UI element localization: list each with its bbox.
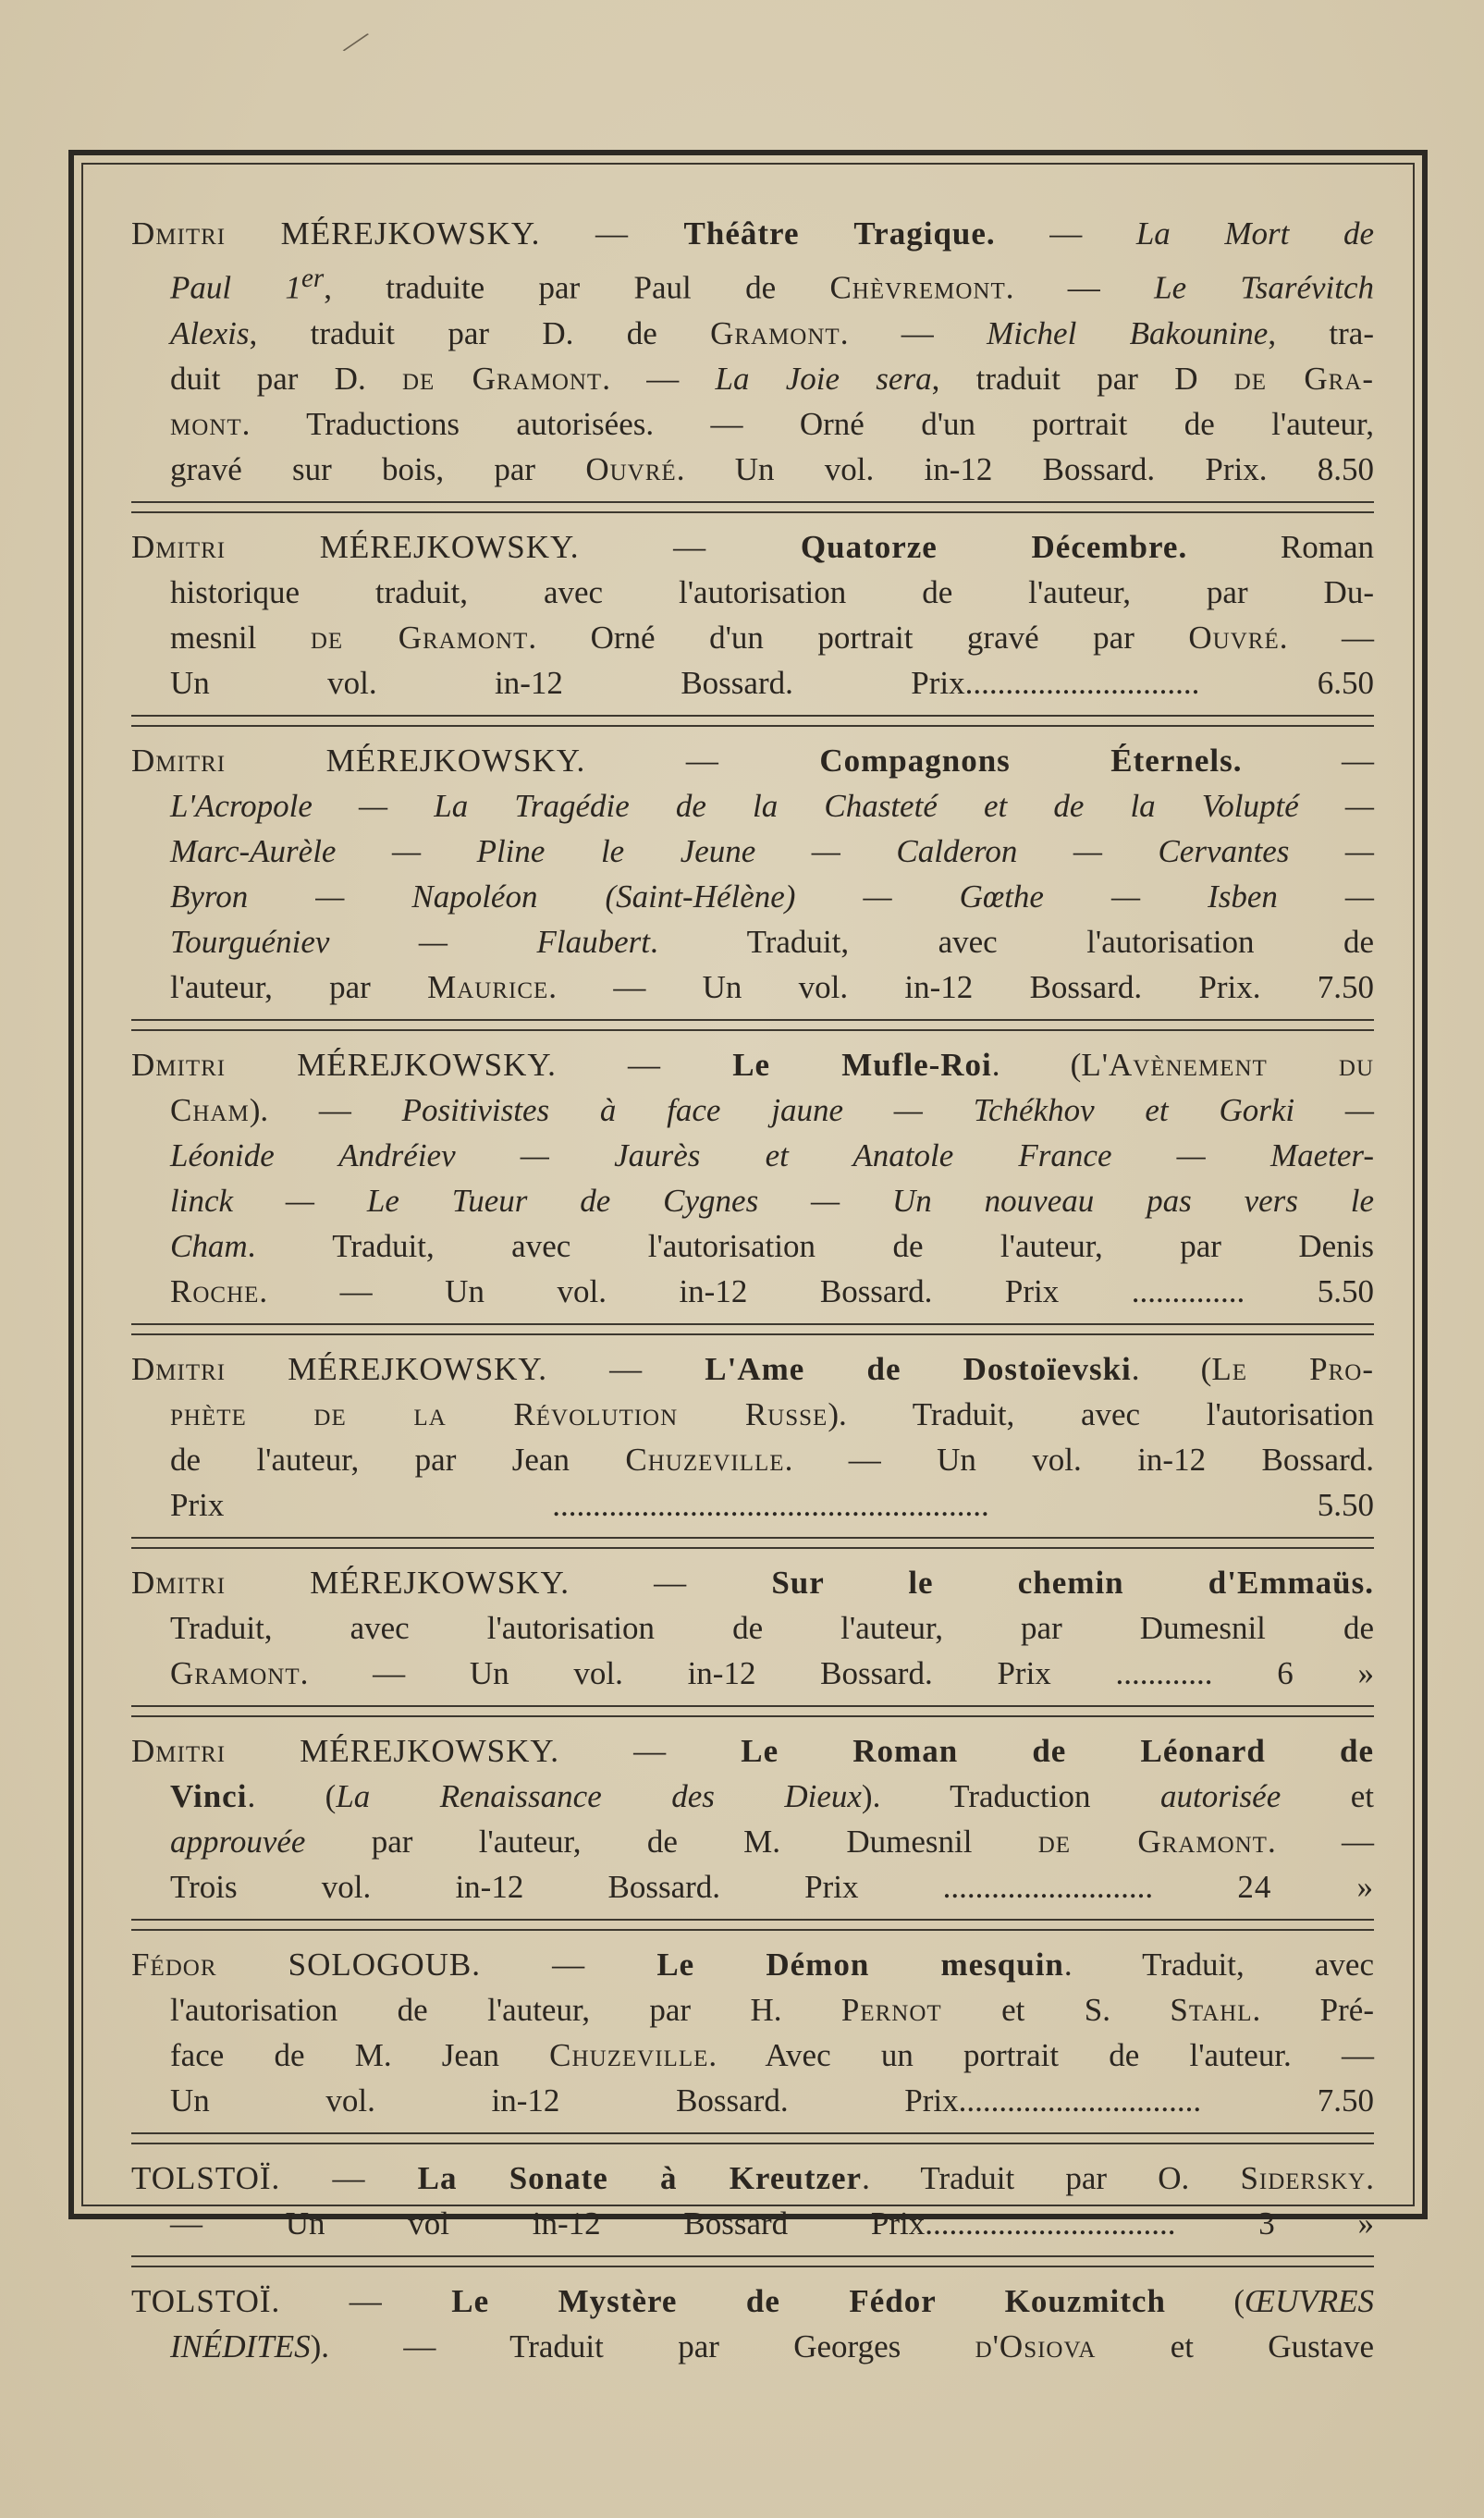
price: 7.50 — [1317, 968, 1374, 1005]
page-corner-mark: ⁄ — [346, 21, 366, 63]
catalog-entry: Dmitri MÉREJKOWSKY. — Compagnons Éternels. — L'Acropole — La Tragédie de la Chasteté et de la Volupté — Marc-Aurèle — Pline le Jeune — Calderon — Cervantes — Byron — Napoléon (Saint-Hélène) — Gœthe — Isben — Tourguéniev — Flaubert. Traduit, avec l'autorisation de l'auteur, par Maurice. — Un vol. in-12 Bossard. Prix. 7.50 — [131, 742, 1374, 1005]
divider — [131, 1323, 1374, 1335]
catalog-entry: TOLSTOÏ. — La Sonate à Kreutzer. Traduit par O. Sidersky. — Un vol in-12 Bossard Prix............................... 3 » — [131, 2159, 1374, 2242]
catalog-frame — [68, 150, 1428, 2364]
divider — [131, 2132, 1374, 2144]
catalog-entry: TOLSTOÏ. — Le Mystère de Fédor Kouzmitch (ŒUVRES INÉDITES). — Traduit par Georges d'Osiova et Gustave — [131, 2282, 1374, 2364]
catalog-entry: Dmitri MÉREJKOWSKY. — L'Ame de Dostoïevski. (Le Pro- phète de la Révolution Russe). Traduit, avec l'autorisation de l'auteur, par Jean Chuzeville. — Un vol. in-12 Bossard. Prix ...................................................... 5.50 — [131, 1350, 1375, 1523]
price: 5.50 — [1317, 1486, 1374, 1523]
divider — [131, 1019, 1374, 1031]
divider — [131, 1919, 1374, 1931]
catalog-entry: Dmitri MÉREJKOWSKY. — Le Mufle-Roi. (L'Avènement du Cham). — Positivistes à face jaune — Tchékhov et Gorki — Léonide Andréiev — Jaurès et Anatole France — Maeter- linck — Le Tueur de Cygnes — Un nouveau pas vers le Cham. Traduit, avec l'autorisation de l'auteur, par Denis Roche. — Un vol. in-12 Bossard. Prix .............. 5.50 — [131, 1046, 1375, 1309]
catalog-entry: Dmitri MÉREJKOWSKY. — Théâtre Tragique. — La Mort de Paul 1er, traduite par Paul de Chèvremont. — Le Tsarévitch Alexis, traduit par D. de Gramont. — Michel Bakounine, tra- duit par D. de Gramont. — La Joie sera, traduit par D de Gra- mont. Traductions autorisées. — Orné d'un portrait de l'auteur, gravé sur bois, par Ouvré. Un vol. in-12 Bossard. Prix. 8.50 — [131, 215, 1375, 487]
catalog-entry: Dmitri MÉREJKOWSKY. — Le Roman de Léonard de Vinci. (La Renaissance des Dieux). Traduction autorisée et approuvée par l'auteur, de M. Dumesnil de Gramont. — Trois vol. in-12 Bossard. Prix .......................... 24 » — [131, 1732, 1375, 1905]
catalog-list — [81, 163, 1415, 2364]
divider — [131, 2255, 1374, 2267]
divider — [131, 1705, 1374, 1717]
price: 6 » — [1277, 1654, 1375, 1691]
divider — [131, 1537, 1374, 1549]
price: 7.50 — [1317, 2082, 1375, 2119]
price: 6.50 — [1317, 664, 1375, 701]
catalog-entry: Fédor SOLOGOUB. — Le Démon mesquin. Traduit, avec l'autorisation de l'auteur, par H. Pernot et S. Stahl. Pré- face de M. Jean Chuzeville. Avec un portrait de l'auteur. — Un vol. in-12 Bossard. Prix.............................. 7.50 — [131, 1946, 1375, 2119]
catalog-entry: Dmitri MÉREJKOWSKY. — Sur le chemin d'Emmaüs. Traduit, avec l'autorisation de l'auteur, par Dumesnil de Gramont. — Un vol. in-12 Bossard. Prix ............ 6 » — [131, 1564, 1375, 1691]
price: 24 » — [1237, 1868, 1375, 1905]
divider — [131, 501, 1374, 513]
catalog-entry: Dmitri MÉREJKOWSKY. — Quatorze Décembre. Roman historique traduit, avec l'autorisation de l'auteur, par Du- mesnil de Gramont. Orné d'un portrait gravé par Ouvré. — Un vol. in-12 Bossard. Prix............................. 6.50 — [131, 528, 1375, 701]
price: 8.50 — [1317, 450, 1375, 487]
price: 3 » — [1258, 2205, 1374, 2242]
divider — [131, 715, 1374, 727]
price: 5.50 — [1317, 1272, 1375, 1309]
